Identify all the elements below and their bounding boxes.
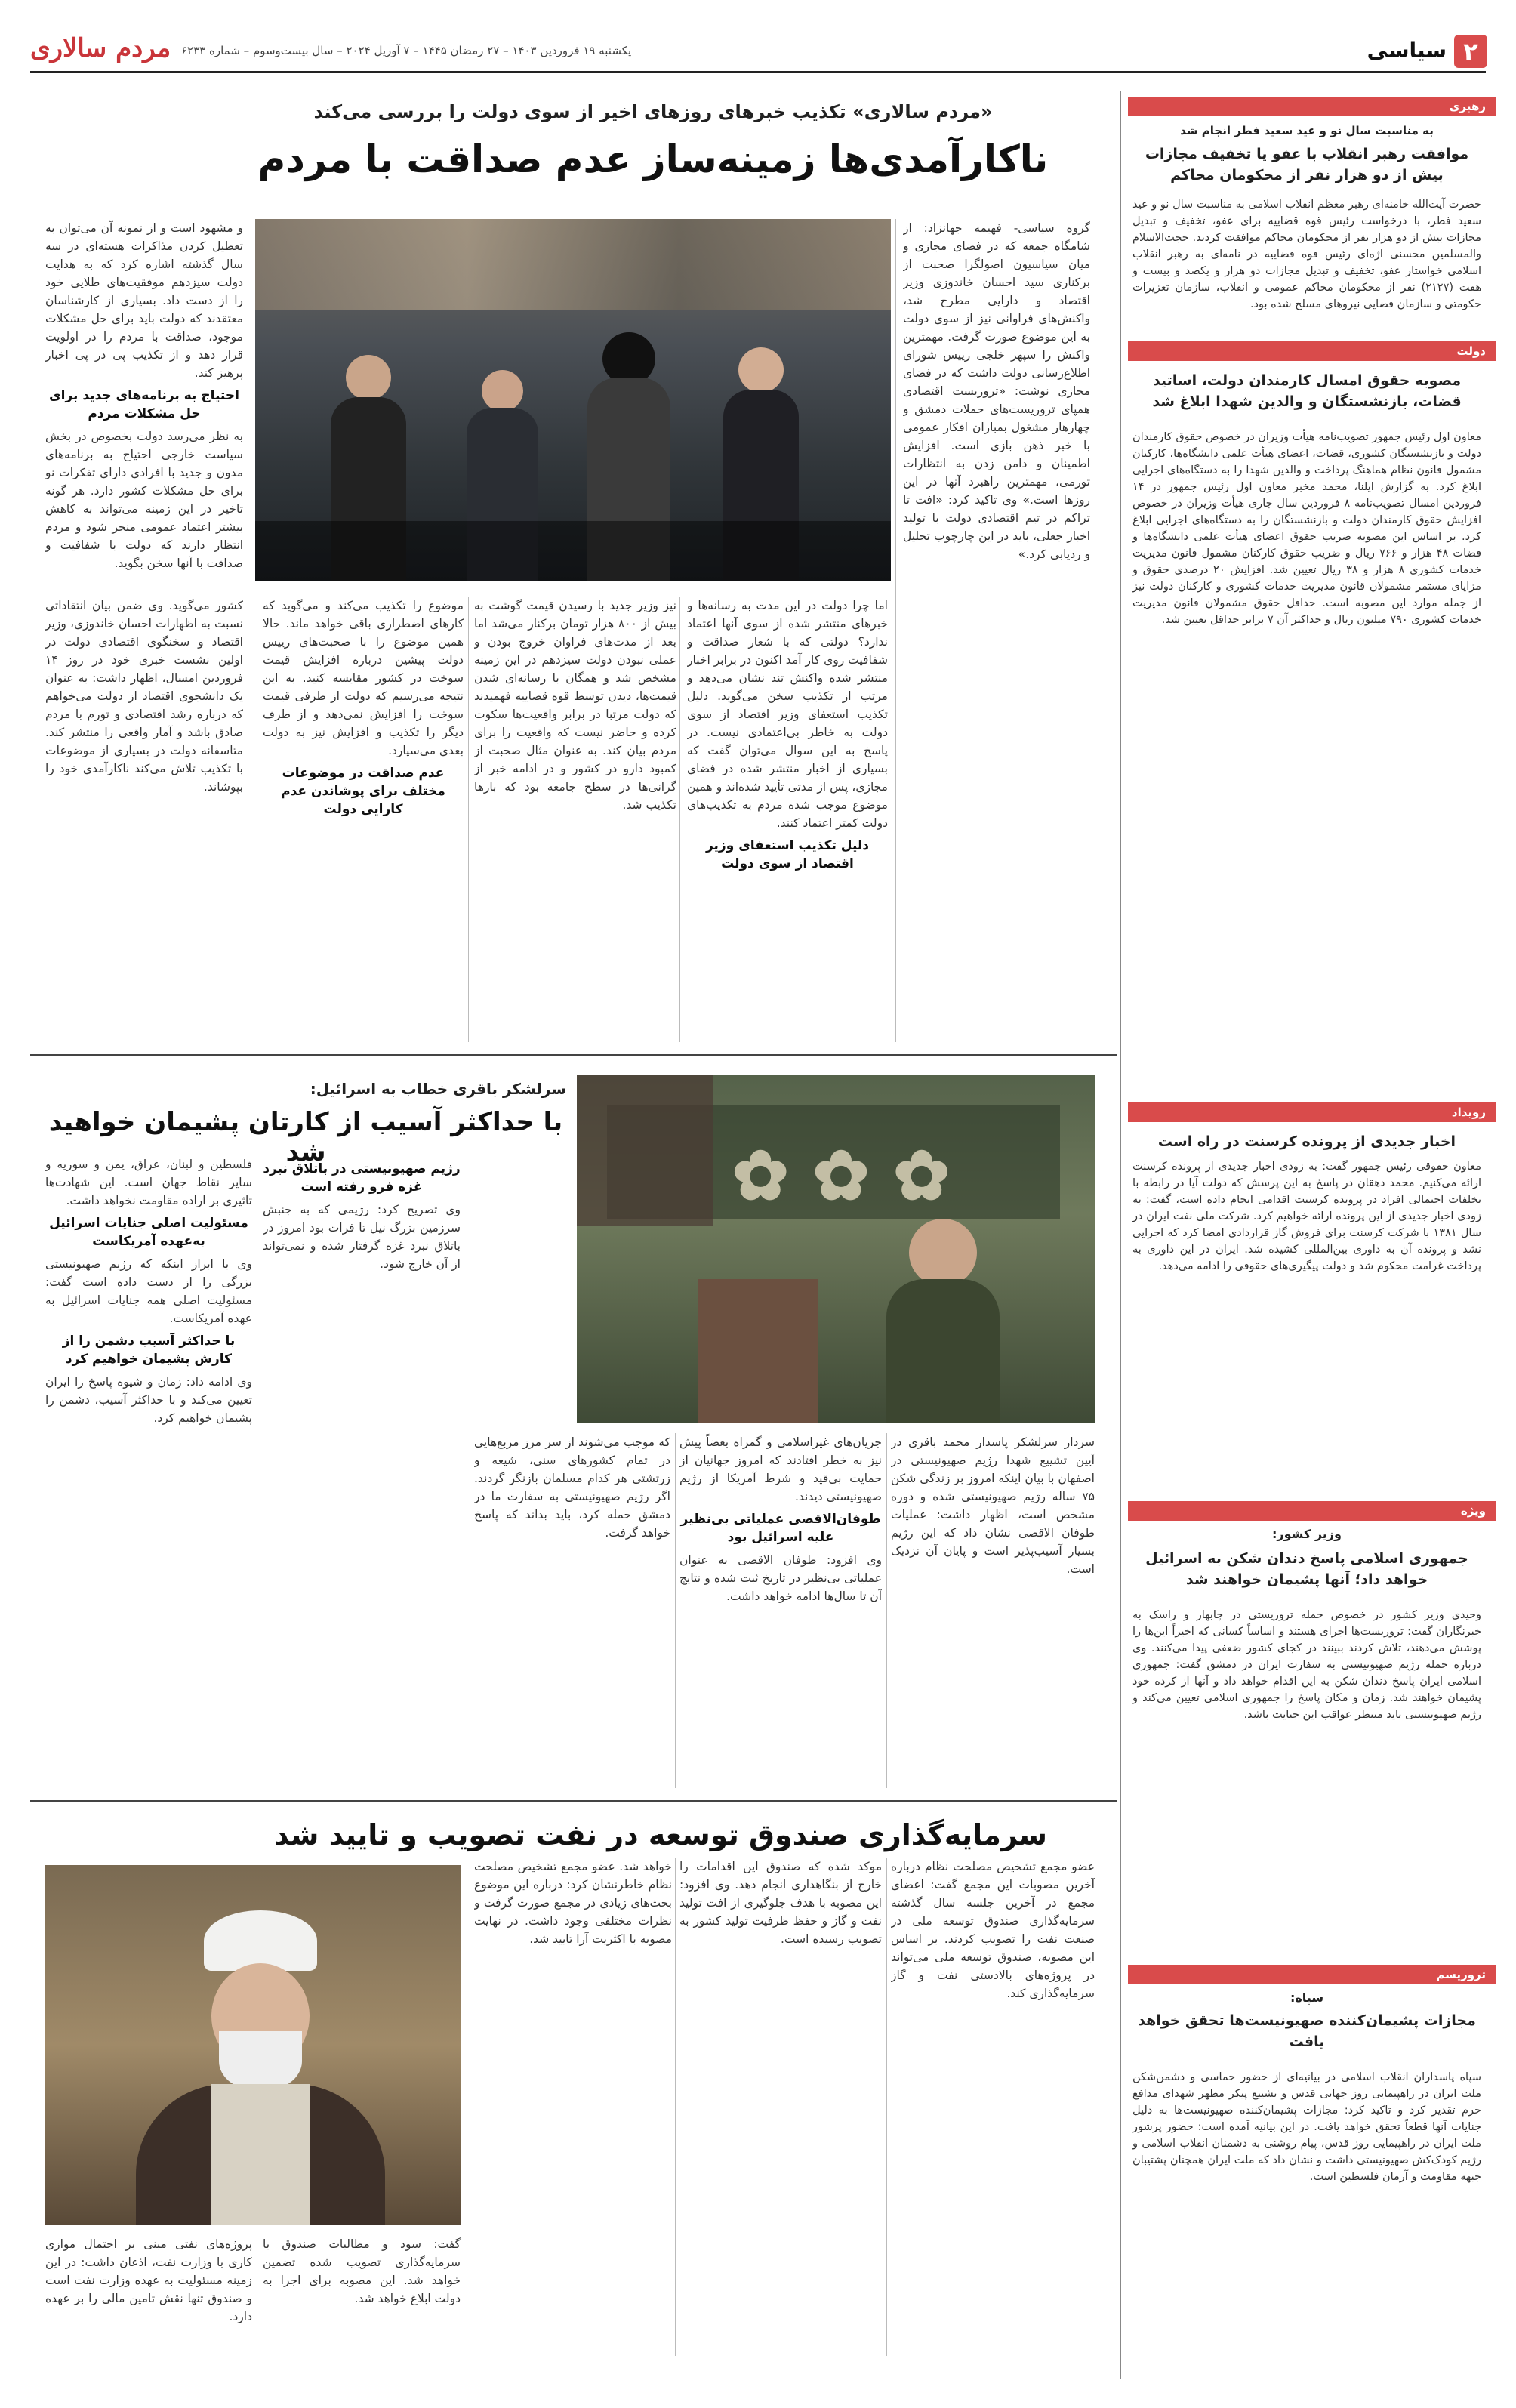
fund-col-1: عضو مجمع تشخیص مصلحت نظام درباره آخرین مصوبات این مجمع گفت: اعضای مجمع در آخرین جلسه سال گذشته سرمایه‌گذاری صندوق توسعه ملی در صنعت نفت را تصویب کردند. بر اساس این مصوبه، صندوق توسعه ملی می‌تواند در پروژه‌های بالادستی نفت و گاز سرمایه‌گذاری کند. [891,1860,1095,2000]
col-rule [886,1433,887,1788]
bagheri-col-4-subhead-2: با حداکثر آسیب دشمن را از کارش پشیمان خواهیم کرد [62,1333,236,1367]
bagheri-col-4: فلسطین و لبنان، عراق، یمن و سوریه و سایر نقاط جهان است. این شهادت‌ها تاثیری بر اراده مقاومت نخواهد داشت. مسئولیت اصلی جنایات اسرائیل به‌عهده آمریکاست وی با ابراز اینکه که رژیم صهیونیستی بزرگی را از دست داده است گفت: مسئولیت اصلی همه جنایات اسرائیل به عهده آمریکاست. با حداکثر آسیب دشمن را از کارش پشیمان خواهیم کرد وی ادامه داد: زمان و شیوه پاسخ را ایران تعیین می‌کند و با حداکثر آسیب، دشمن را پشیمان خواهیم کرد. [45,1158,252,1425]
lead-col-2: اما چرا دولت در این مدت به رسانه‌ها و خبرهای منتشر شده از سوی آنها اعتماد ندارد؟ دولتی که با شعار صداقت و شفافیت روی کار آمد اکنون در برابر اخبار منتشر شده واکنش تند نشان می‌دهد و مرتب از تکذیب سخن می‌گوید. دلیل تکذیب استعفای وزیر اقتصاد از سوی دولت به خاطر بی‌اعتمادی نیست. در پاسخ به این سوال می‌توان گفت که بسیاری از اخبار منتشر شده در فضای مجازی، پس از مدتی تأیید شده‌اند و همین موضوع موجب شده مردم به تکذیب‌های دولت کمتر اعتماد کنند. دلیل تکذیب استعفای وزیر اقتصاد از سوی دولت [687,599,888,871]
fund-col-4: گفت: سود و مطالبات صندوق با سرمایه‌گذاری تصویب شده تضمین خواهد شد. این مصوبه برای اجرا به دولت ابلاغ خواهد شد. [263,2237,461,2305]
fund-headline: سرمایه‌گذاری صندوق توسعه در نفت تصویب و تایید شد [274,1818,1047,1851]
bagheri-col-3: که موجب می‌شوند از سر مرز مربع‌هایی در تمام کشورهای سنی، شیعه و زرتشتی هر کدام مسلمان بازنگر گردند. اگر رژیم صهیونیستی به سفارت ما در دمشق حمله کرد، باید بداند که پاسخ خواهد گرفت. [474,1435,670,1540]
section-divider [30,1054,1117,1056]
sidebar-4-body: وحیدی وزیر کشور در خصوص حمله تروریستی در چابهار و راسک به خبرنگاران گفت: تروریست‌ها اجرای هستند و اساساً کسانی که اخیراً این‌ها را پوشش می‌دهند، تلاش کردند ببینند در کجای کشور ضعفی پیدا می‌کنند. وی درباره حمله رژیم صهیونیستی به سفارت ایران در دمشق گفت: جمهوری اسلامی ایران پاسخ دندان شکن به این اقدام خواهد داد و آنها از کرده خود پشیمان خواهند شد. زمان و مکان پاسخ را جمهوری اسلامی تعیین می‌کند و رژیم صهیونیستی باید منتظر عواقب این جنایت باشد. [1132,1609,1481,1721]
bagheri-col-4-subhead: مسئولیت اصلی جنایات اسرائیل به‌عهده آمریکاست [49,1216,248,1249]
masthead-rule [30,71,1486,73]
fund-cleric-photo [45,1865,461,2225]
bagheri-col-2-subhead: طوفان‌الاقصی عملیاتی بی‌نظیر علیه اسرائیل بود [680,1512,881,1545]
fund-col-5: پروژه‌های نفتی مبنی بر احتمال موازی کاری با وزارت نفت، اذعان داشت: در این زمینه مسئولیت به عهده وزارت نفت است و صندوق تنها نقش تامین مالی را بر عهده دارد. [45,2237,252,2323]
sidebar-1-kicker: به مناسبت سال نو و عید سعید فطر انجام شد [1180,124,1434,137]
lead-headline: ناکارآمدی‌ها زمینه‌ساز عدم صداقت با مردم [257,137,1049,181]
sidebar-5-kicker: سپاه: [1290,1990,1324,2005]
lead-col-6: و مشهود است و از نمونه آن می‌توان به تعطیل کردن مذاکرات هسته‌ای در سه سال گذشته اشاره کرد که به هدایت دولت سیزدهم موفقیت‌های طلایی خود را از دست داد. بسیاری از کارشناسان معتقدند که دولت باید برای حل مشکلات موجود، صداقت با مردم را در اولویت قرار دهد و از تکذیب پی در پی اخبار پرهیز کند. احتیاج به برنامه‌های جدید برای حل مشکلات مردم به نظر می‌رسد دولت بخصوص در بخش سیاست خارجی احتیاج به برنامه‌های مدون و جدید با افرادی دارای تفکرات نو برای حل مشکلات کشور دارد. هر گونه تاخیر در این زمینه می‌تواند به کاهش بیشتر اعتماد عمومی منجر شود و مردم انتظار دارند که دولت با شفافیت و صداقت با آنها سخن بگوید. [45,221,243,570]
bagheri-speech-photo: ✿ ✿ ✿ [577,1075,1095,1423]
lead-col-4: موضوع را تکذیب می‌کند و می‌گوید که کارهای اضطراری باقی خواهد ماند. حالا همین موضوع را با صحبت‌های رییس دولت پیشین درباره افزایش قیمت سوخت در کشور مقایسه کنید. به این نتیجه می‌رسیم که دولت از طرفی قیمت سوخت را افزایش نمی‌دهد و از طرف دیگر را تکذیب و افزایش نیز به دولت بعدی می‌سپارد. عدم صداقت در موضوعات مختلف برای پوشاندن عدم کارایی دولت [263,599,464,817]
sidebar-tab-government: دولت [1128,341,1496,361]
section-name: سیاسی [1367,38,1447,63]
sidebar-3-body: معاون حقوقی رئیس جمهور گفت: به زودی اخبار جدیدی از پرونده کرسنت ارائه می‌کنیم. محمد دهقان در پاسخ به این پرسش که دولت آیا در رابطه با تخلفات احتمالی افراد در پرونده کرسنت اقدامی انجام داده است، گفت: به زودی اخبار جدیدی از این پرونده ارائه خواهیم کرد. شرکت ملی نفت ایران در سال ۱۳۸۱ با شرکت کرسنت برای فروش گاز قراردادی امضا کرد که اجرایی نشد و پرونده آن به داوری بین‌المللی کشیده شد. ایران در این داوری به پرداخت غرامت محکوم شد و دولت پیگیری‌های حقوقی را ادامه می‌دهد. [1132,1161,1481,1272]
col-rule [468,597,469,1042]
bagheri-kicker: سرلشکر باقری خطاب به اسرائیل: [310,1080,566,1098]
lead-photo-officials [255,219,891,581]
lead-col-1: گروه سیاسی- فهیمه جهانزاد: از شامگاه جمعه که در فضای مجازی و میان سیاسیون اصولگرا صحبت از برکناری سید احسان خاندوزی وزیر اقتصاد و دارایی مطرح شد، واکنش‌های فراوانی نیز از سوی دولت به این موضوع صورت گرفت. مهمترین واکنش را سپهر خلجی رییس شورای اطلاع‌رسانی دولت داشت که در فضای مجازی نوشت: «تروریست اقتصادی همپای تروریست‌های حملات دمشق و چهارهار مشغول بمباران افکار عمومی با خبر ذهن بازی است. افزایش اطمینان و دامن زدن به انتظارات تورمی، مهمترین راهبرد آنها در این روزها است.» وی تاکید کرد: «افت تا تراکم در تیم اقتصادی دولت با تولید اخبار جعلی، باید در این چارچوب تحلیل و رديابی کرد.» [903,221,1090,561]
sidebar-1-body: حضرت آیت‌الله خامنه‌ای رهبر معظم انقلاب اسلامی به مناسبت سال نو و عید سعید فطر، با درخواست رئیس قوه قضاییه برای عفو، تخفیف و تبدیل مجازات بیش از دو هزار نفر از محکومان محاکم موافقت کردند. حجت‌الاسلام والمسلمین محسنی اژه‌ای رئیس قوه قضاییه در نامه‌ای به رهبر انقلاب اسلامی خواستار عفو، تخفیف و تبدیل مجازات دو هزار و یکصد و بیست و هفت (۲۱۲۷) نفر از محکومان محاکم عمومی و انقلاب، سازمان تعزیرات حکومتی و سازمان قضایی نیروهای مسلح شده بود. [1132,199,1481,310]
sidebar-tab-leadership: رهبری [1128,97,1496,116]
lead-col-6-subhead: احتیاج به برنامه‌های جدید برای حل مشکلات مردم [49,388,239,421]
sidebar-rule [1120,91,1121,2379]
sidebar-tab-event: رویداد [1128,1102,1496,1122]
lead-col-4-subhead: عدم صداقت در موضوعات مختلف برای پوشاندن عدم کارایی دولت [281,766,445,817]
section-divider [30,1800,1117,1802]
col-rule [895,219,896,1042]
newspaper-logo: مردم سالاری [30,33,171,63]
sidebar-tab-terrorism: تروریسم [1128,1965,1496,1984]
masthead [0,0,1516,69]
col-rule [675,1433,676,1788]
sidebar-5-headline: مجازات پشیمان‌کننده صهیونیست‌ها تحقق خواهد یافت [1138,2012,1476,2050]
sidebar-4-kicker: وزیر کشور: [1272,1527,1342,1541]
bagheri-col-3b: رژیم صهیونیستی در باتلاق نبرد غزه فرو رفته است وی تصریح کرد: رژیمی که به جنبش سرزمین بزرگ نیل تا فرات بود امروز در باتلاق نبرد غزه گرفتار شده و نمی‌تواند از آن خارج شود. [263,1161,461,1271]
sidebar-5-body: سپاه پاسداران انقلاب اسلامی در بیانیه‌ای از حضور حماسی و دشمن‌شکن ملت ایران در راهپیمایی روز جهانی قدس و تشییع پیکر مطهر شهدای مدافع حرم تقدیر کرد و تاکید کرد: مجازات پشیمان‌کننده صهیونیست‌ها به دلیل جنایات آنها قطعاً تحقق خواهد یافت. در این بیانیه آمده است: حضور پرشور ملت ایران در راهپیمایی روز قدس، پیام روشنی به دشمنان انقلاب اسلامی و رژیم کودک‌کش صهیونیستی داشت و نشان داد که ملت ایران همچنان پشتیبان جبهه مقاومت و آرمان فلسطین است. [1132,2071,1481,2183]
sidebar-3-headline: اخبار جدیدی از پرونده کرسنت در راه است [1157,1133,1456,1150]
lead-kicker: «مردم سالاری» تکذیب خبرهای روزهای اخیر از سوی دولت را بررسی می‌کند [313,101,993,122]
sidebar-2-headline: مصوبه حقوق امسال کارمندان دولت، اساتید قضات، بازنشستگان و والدین شهدا ابلاغ شد [1152,372,1462,410]
bagheri-col-2: جریان‌های غیراسلامی و گمراه بعضاً پیش نیز به خطر افتادند که امروز جهانیان از حمایت بی‌قید و شرط آمریکا از رژیم صهیونیستی دیدند. طوفان‌الاقصی عملیاتی بی‌نظیر علیه اسرائیل بود وی افزود: طوفان الاقصی به عنوان عملیاتی بی‌نظیر در تاریخ ثبت شده و نتایج آن تا سال‌ها ادامه خواهد داشت. [679,1435,882,1603]
bagheri-col-1: سردار سرلشکر پاسدار محمد باقری در آیین تشییع شهدا رژیم صهیونیستی در اصفهان با بیان اینکه امروز بر زندگی شکن ۷۵ ساله رژیم صهیونیستی شده و دوره مشخص است، اظهار داشت: عملیات طوفان الاقصی نشان داد که این رژیم بسیار آسیب‌پذیر است و پایان آن نزدیک است. [891,1435,1095,1576]
bagheri-headline: با حداکثر آسیب از کارتان پشیمان خواهید شد [48,1107,563,1167]
fund-col-2: موکد شده که صندوق این اقدامات را خارج از بنگاهداری انجام دهد. وی افزود: این مصوبه با هدف جلوگیری از افت تولید نفت و گاز و حفظ ظرفیت تولید کشور به تصویب رسیده است. [679,1860,882,1946]
col-rule [679,597,680,1042]
lead-col-2-subhead: دلیل تکذیب استعفای وزیر اقتصاد از سوی دولت [705,838,870,871]
sidebar-1-headline: موافقت رهبر انقلاب با عفو یا تخفیف مجازات بیش از دو هزار نفر از محکومان محاکم [1145,146,1469,183]
fund-col-3: خواهد شد. عضو مجمع تشخیص مصلحت نظام خاطرنشان کرد: درباره این موضوع بحث‌های زیادی در مجمع صورت گرفت و نظرات مختلفی وجود داشت. در نهایت مصوبه با اکثریت آرا تایید شد. [474,1860,672,1946]
col-rule [886,1858,887,2356]
date-line: یکشنبه ۱۹ فروردین ۱۴۰۳ – ۲۷ رمضان ۱۴۴۵ – ۷ آوریل ۲۰۲۴ – سال بیست‌وسوم – شماره ۶۲۳۳ [181,44,632,57]
sidebar-tab-special: ویژه [1128,1501,1496,1521]
sidebar-4-headline: جمهوری اسلامی پاسخ دندان شکن به اسرائیل خواهد داد؛ آنها پشیمان خواهند شد [1145,1550,1468,1588]
lead-col-5: کشور می‌گوید. وی ضمن بیان انتقاداتی نسبت به اظهارات احسان خاندوزی، وزیر اقتصاد و سخنگوی اقتصادی دولت در اولین نشست خبری خود در روز ۱۴ فروردین امسال، اظهار داشت: به عنوان یک دانشجوی اقتصاد از دولت می‌خواهم که درباره رشد اقتصادی و تورم با مردم صادق باشد و آمار واقعی را منتشر کند. متاسفانه دولت در بسیاری از موضوعات با تکذیب تلاش می‌کند ناکارآمدی خود را بپوشاند. [45,599,243,794]
lead-col-3: نیز وزیر جدید با رسیدن قیمت گوشت به بیش از ۸۰۰ هزار تومان برکنار می‌شد اما بعد از مدت‌های فراوان خروج بودن و عملی نبودن دولت سیزدهم در این زمینه مشخص شد و همگان با رسانه‌ای شدن قیمت‌ها، دیدن توسط قوه قضاییه فهمیدند که دولت مرتبا در برابر واقعیت‌ها سکوت کرده و حاضر نیست که واقعیت را برای مردم بیان کند. به عنوان مثال صحبت از کمبود دارو در کشور و در ادامه خبر از گرانی‌ها در سطح جامعه بود که بارها تکذیب شد. [474,599,676,812]
sidebar-2-body: معاون اول رئیس جمهور تصویب‌نامه هیأت وزیران در خصوص حقوق کارمندان دولت و بازنشستگان کشوری، قضات، اعضای هیأت علمی دانشگاه‌ها، کارکنان مشمول قانون نظام هماهنگ پرداخت و والدین شهدا را به دستگاه‌های اجرایی ابلاغ کرد. به گزارش ایلنا، محمد مخبر معاون اول رئیس جمهور در ۱۴ فروردین امسال تصویب‌نامه ۸ فروردین سال جاری هیأت وزیران در خصوص افزایش حقوق کارمندان دولت و بازنشستگان را به دستگاه‌های اجرایی ابلاغ کرد. بر اساس این مصوبه ضریب حقوق اعضای هیأت علمی دانشگاه‌ها و قضات ۴۸ هزار و ۷۶۶ ریال و ضریب حقوق کارکنان مشمول قانون مدیریت خدمات کشوری ۸ هزار و ۳۸ ریال تعیین شد. افزایش ۲۰ درصدی حقوق و مزایای مستمر مشمولان قانون مدیریت خدمات کشوری و کارکنان دولت نیز از جمله موارد این مصوبه است. حداقل حقوق مشمولان قانون مدیریت خدمات کشوری ۷۹۰ میلیون ریال و حداکثر آن ۷ برابر حداقل تعیین شد. [1132,431,1481,626]
section-number-badge: ۲ [1454,35,1487,68]
col-rule [675,1858,676,2356]
bagheri-col-3-subhead: رژیم صهیونیستی در باتلاق نبرد غزه فرو رفته است [263,1161,461,1195]
